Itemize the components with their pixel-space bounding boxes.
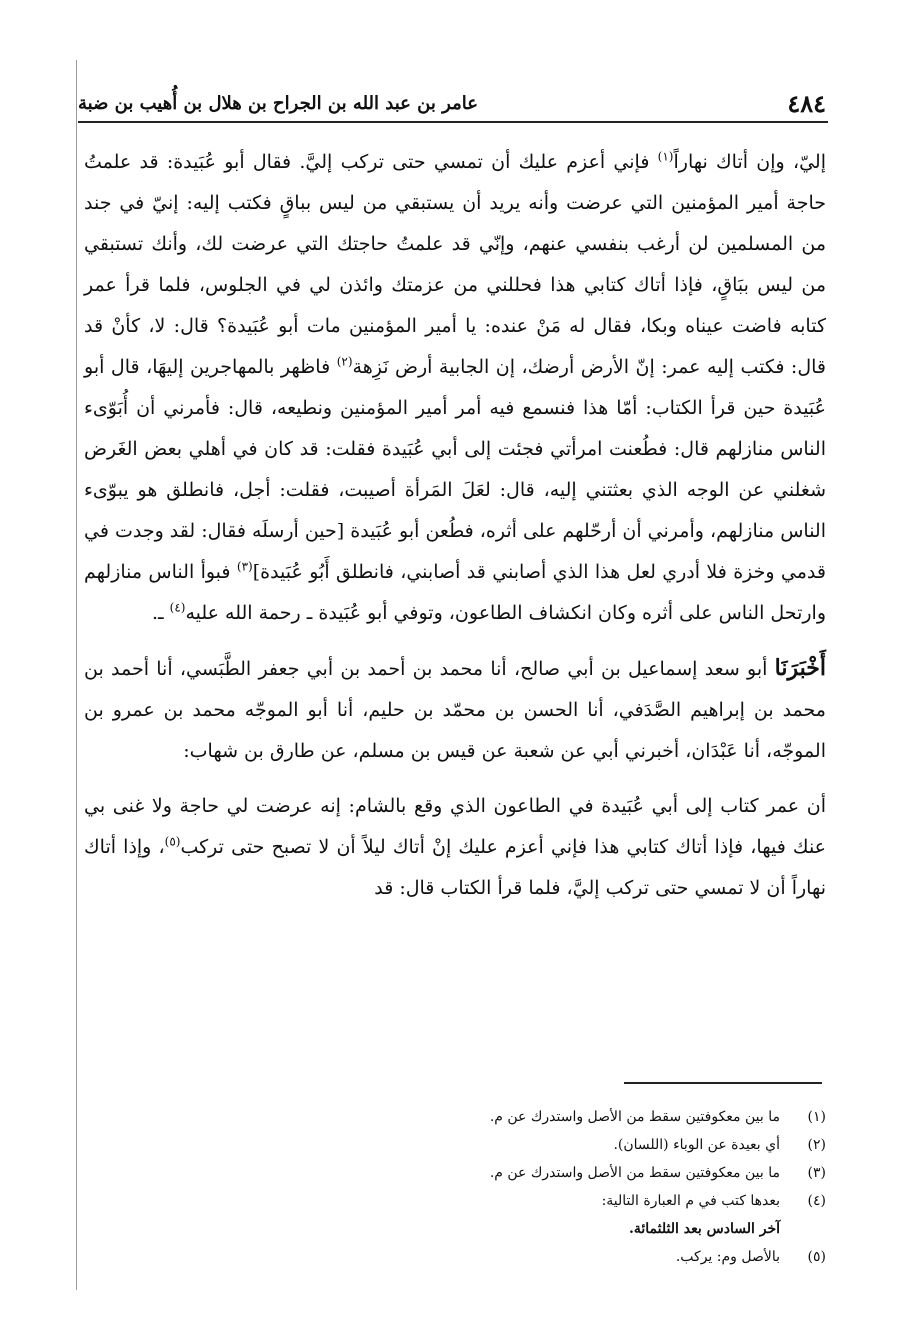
footnote-ref[interactable]: (٣) (236, 559, 253, 574)
text-segment: أبو سعد إسماعيل بن أبي صالح، أنا محمد بن أحمد بن أبي جعفر الطَّبَسي، أنا أحمد بن محمد بن إبراهيم الصَّدَفي، أنا الحسن بن محمّد بن حليم، أنا أبو الموجّه محمد بن عمرو بن الموجّه، أنا عَبْدَان، أخبرني أبي عن شعبة عن قيس بن مسلم، عن طارق بن شهاب: (84, 658, 826, 762)
footnote-number: (٥) (807, 1249, 826, 1265)
footnote-item (84, 1159, 826, 1187)
footnote-item (84, 1243, 826, 1271)
running-title: عامر بن عبد الله بن الجراح بن هلال بن أُهيب بن ضبة (78, 93, 478, 114)
text-segment: إليّ، وإن أتاك نهاراً (673, 151, 826, 173)
paragraph (84, 786, 826, 909)
footnote-number: (٢) (807, 1137, 826, 1153)
text-segment: فإني أعزم عليك أن تمسي حتى تركب إليَّ. فقال أبو عُبَيدة: قد علمتُ حاجة أمير المؤمنين التي عرضت وأنه يريد أن يستبقي من ليس بباقٍ فكتب إليه: إنيّ في جند من المسلمين لن أرغب بنفسي عنهم، وإنّي قد علمتُ حاجتك التي عرضت لك، وأنك تستبقي من ليس ببَاقٍ، فإذا أتاك كتابي هذا فحللني من عزمتك وائذن لي في الجلوس، فلما قرأ عمر كتابه فاضت عيناه وبكا، فقال له مَنْ عنده: يا أمير المؤمنين مات أبو عُبَيدة؟ قال: لا، كأنْ قد قال: فكتب إليه عمر: إنّ الأرض أرضك، إن الجابية أرض نَزِهة (84, 151, 826, 378)
footnote-ref[interactable]: (٤) (169, 600, 186, 615)
footnote-text: بعدها كتب في م العبارة التالية: (601, 1193, 780, 1209)
lead-word: أَخْبَرَنَا (774, 655, 826, 681)
footnote-text: ما بين معكوفتين سقط من الأصل واستدرك عن م. (489, 1109, 780, 1125)
text-segment: ، وإذا أتاك نهاراً أن لا تمسي حتى تركب إليَّ، فلما قرأ الكتاب قال: قد (84, 836, 826, 899)
footnote-ref[interactable]: (٢) (336, 354, 353, 369)
footnote-rule (624, 1082, 822, 1084)
footnote-item (84, 1187, 826, 1215)
margin-rule (76, 60, 77, 1290)
footnote-ref[interactable]: (١) (657, 149, 674, 164)
text-segment: فبوأ الناس منازلهم وارتحل الناس على أثره وكان انكشاف الطاعون، وتوفي أبو عُبَيدة ـ رحمة الله عليه (84, 561, 826, 624)
footnote-number: (٤) (807, 1193, 826, 1209)
text-segment: فاظهر بالمهاجرين إليهَا، قال أبو عُبَيدة حين قرأ الكتاب: أمّا هذا فنسمع فيه أمر أمير المؤمنين ونطيعه، قال: فأمرني أن أُبَوّىء الناس منازلهم قال: فطُعنت امرأتي فجئت إلى أبي عُبَيدة فقلت: قد كان في أهلي بعض الغَرض شغلني عن الوجه الذي بعثتني إليه، قال: لعَلَ المَرأة أصيبت، فقلت: أجل، فانطلق هو يبوّىء الناس منازلهم، وأمرني أن أرحّلهم على أثره، فطُعن أبو عُبَيدة [حين أرسلَه فقال: لقد وجدت في قدمي وخزة فلا أدري لعل هذا الذي أصابني قد أصابني، فانطلق أَبُو عُبَيدة] (84, 356, 826, 583)
footnote-ref[interactable]: (٥) (164, 834, 181, 849)
header-rule (78, 121, 828, 123)
footnote-item (84, 1131, 826, 1159)
page-number: ٤٨٤ (787, 89, 826, 118)
footnote-text: بالأصل وم: يركب. (675, 1249, 780, 1265)
footnote-number: (١) (807, 1109, 826, 1125)
text-segment: ـ. (151, 602, 170, 624)
footnote-number: (٣) (807, 1165, 826, 1181)
footnote-text: أي بعيدة عن الوباء (اللسان). (613, 1137, 780, 1153)
footnotes (84, 1103, 826, 1271)
paragraph (84, 648, 826, 772)
page-header (78, 78, 826, 118)
text-segment: أن عمر كتاب إلى أبي عُبَيدة في الطاعون الذي وقع بالشام: إنه عرضت لي حاجة ولا غنى بي عنك فيها، فإذا أتاك كتابي هذا فإني أعزم عليك إنْ أتاك ليلاً أن لا تصبح حتى تركب (84, 795, 827, 858)
footnote-subtext: آخر السادس بعد الثلثمائة. (629, 1221, 780, 1237)
footnote-item (84, 1103, 826, 1131)
footnote-text: ما بين معكوفتين سقط من الأصل واستدرك عن م. (489, 1165, 780, 1181)
main-text (84, 142, 826, 909)
paragraph (84, 142, 826, 634)
